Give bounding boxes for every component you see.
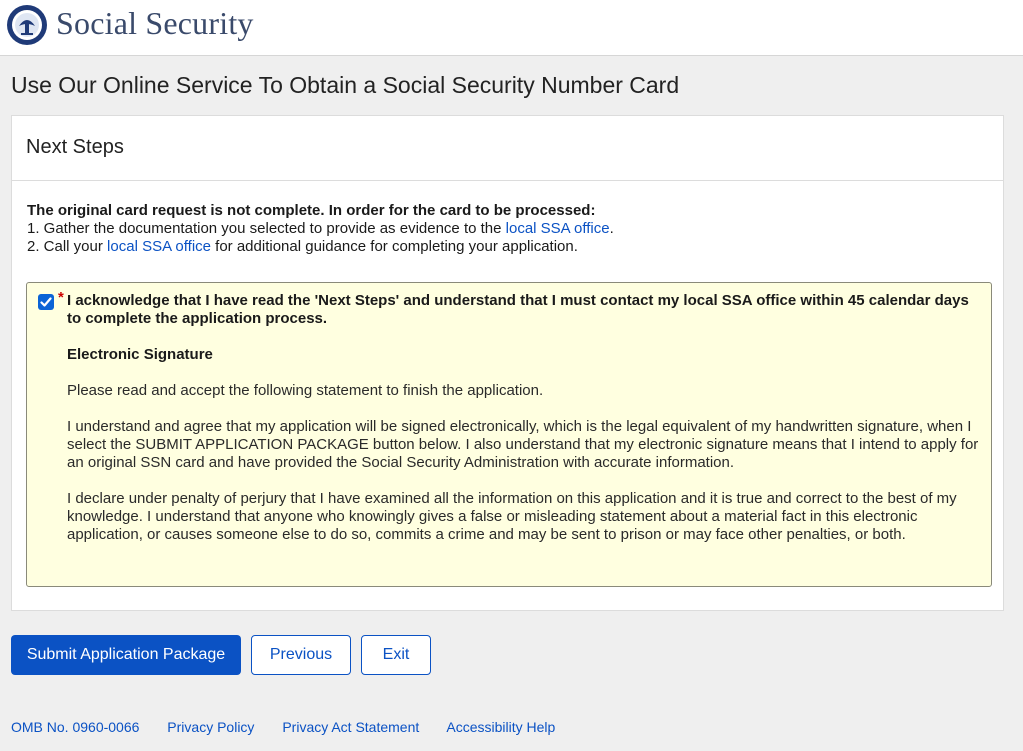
signature-heading: Electronic Signature (67, 346, 213, 363)
acknowledge-checkbox[interactable] (38, 294, 54, 310)
page-title: Use Our Online Service To Obtain a Social Security Number Card (11, 72, 680, 98)
acknowledgement-box (26, 282, 992, 587)
privacy-act-link[interactable]: Privacy Act Statement (282, 719, 420, 735)
accessibility-help-link[interactable]: Accessibility Help (446, 719, 556, 735)
exit-button[interactable]: Exit (361, 635, 431, 675)
submit-application-button[interactable]: Submit Application Package (11, 635, 241, 675)
acknowledge-label[interactable]: I acknowledge that I have read the 'Next Steps' and understand that I must contact my local SSA office within 45 calendar days to complete the application process. (67, 292, 969, 327)
footer-links (11, 719, 579, 735)
step-2: 2. Call your local SSA office for additional guidance for completing your application. (27, 238, 578, 255)
signature-statement-1: I understand and agree that my application will be signed electronically, which is the legal equivalent of my handwritten signature, when I select the SUBMIT APPLICATION PACKAGE button below. I also understand that my electronic signature means that I intend to apply for an original SSN card and have provided the Social Security Administration with accurate information. (67, 418, 979, 471)
privacy-policy-link[interactable]: Privacy Policy (167, 719, 255, 735)
checkmark-icon (40, 296, 52, 308)
panel-title: Next Steps (12, 116, 1003, 181)
local-ssa-office-link-1[interactable]: local SSA office (505, 220, 610, 237)
signature-statement-2: I declare under penalty of perjury that I have examined all the information on this application and it is true and correct to the best of my knowledge. I understand that anyone who knowingly gives a false or misleading statement about a material fact in this electronic application, or causes someone else to do so, commits a crime and may be sent to prison or may face other penalties, or both. (67, 490, 957, 543)
required-marker: * (58, 289, 64, 306)
step-1: 1. Gather the documentation you selected to provide as evidence to the local SSA office. (27, 220, 614, 237)
acknowledgement-content (67, 292, 982, 544)
omb-number-link[interactable]: OMB No. 0960-0066 (11, 719, 140, 735)
ssa-seal-icon[interactable] (6, 4, 48, 46)
previous-button[interactable]: Previous (251, 635, 351, 675)
steps-lead: The original card request is not complete. In order for the card to be processed: (27, 202, 596, 219)
local-ssa-office-link-2[interactable]: local SSA office (107, 238, 211, 255)
steps-list (27, 202, 987, 256)
signature-instruction: Please read and accept the following statement to finish the application. (67, 382, 544, 399)
brand-name[interactable]: Social Security (56, 5, 254, 41)
next-steps-panel (11, 115, 1004, 611)
site-header (0, 0, 1023, 56)
